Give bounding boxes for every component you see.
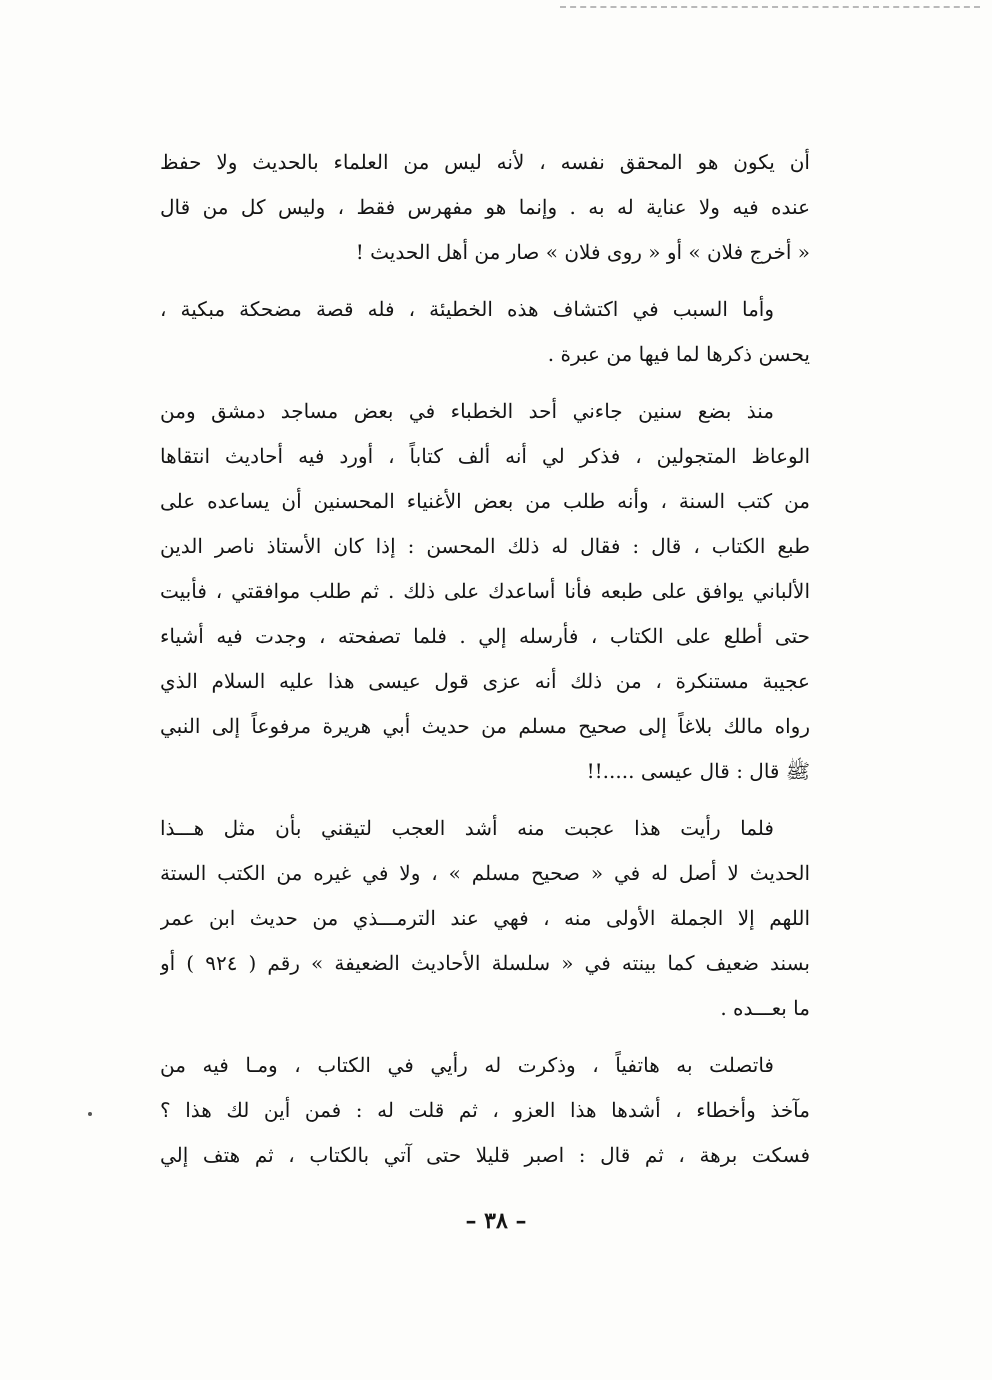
- text-line: عجيبة مستنكرة ، من ذلك أنه عزى قول عيسى هذا عليه السلام الذي: [160, 669, 810, 693]
- text-line: اللهم إلا الجملة الأولى منه ، فهي عند الترمـــذي من حديث ابن عمر: [160, 906, 810, 930]
- text-line: منذ بضع سنين جاءني أحد الخطباء في بعض مساجد دمشق ومن: [160, 399, 774, 423]
- text-line: « أخرج فلان » أو « روى فلان » صار من أهل الحديث !: [355, 240, 810, 264]
- page-number: – ٣٨ –: [465, 1208, 527, 1234]
- text-line: فلما رأيت هذا عجبت منه أشد العجب لتيقني بأن مثل هـــذا: [160, 816, 774, 840]
- text-line: فسكت برهة ، ثم قال : اصبر قليلا حتى آتي بالكتاب ، ثم هتف إلي: [160, 1143, 810, 1167]
- text-line: عنده فيه ولا عناية له به . وإنما هو مفهرس فقط ، وليس كل من قال: [160, 195, 810, 219]
- text-line: من كتب السنة ، وأنه طلب من بعض الأغنياء المحسنين أن يساعده على: [160, 489, 810, 513]
- text-line: أن يكون هو المحقق نفسه ، لأنه ليس من العلماء بالحديث ولا حفظ: [160, 150, 810, 174]
- text-line: الحديث لا أصل له في « صحيح مسلم » ، ولا في غيره من الكتب الستة: [160, 861, 810, 885]
- text-line: حتى أطلع على الكتاب ، فأرسله إلي . فلما تصفحته ، وجدت فيه أشياء: [160, 624, 810, 648]
- text-line: طبع الكتاب ، قال : فقال له ذلك المحسن : إذا كان الأستاذ ناصر الدين: [160, 534, 810, 558]
- text-line: الألباني يوافق على طبعه فأنا أساعدك على ذلك . ثم طلب موافقتي ، فأبيت: [160, 579, 810, 603]
- text-line: الوعاظ المتجولين ، فذكر لي أنه ألف كتاباً ، أورد فيه أحاديث انتقاها: [160, 444, 810, 468]
- scan-speck: [88, 1112, 92, 1116]
- text-line: ما بعـــده .: [720, 996, 810, 1020]
- text-line: مآخذ وأخطاء ، أشدها هذا العزو ، ثم قلت له : فمن أين لك هذا ؟: [160, 1098, 810, 1122]
- body-text: [160, 140, 810, 1178]
- top-edge-rule: [560, 6, 980, 8]
- text-line: وأما السبب في اكتشاف هذه الخطيئة ، فله قصة مضحكة مبكية ،: [160, 297, 774, 321]
- text-line: بسند ضعيف كما بينته في « سلسلة الأحاديث الضعيفة » رقم ( ٩٢٤ ) أو: [160, 951, 810, 975]
- text-line: يحسن ذكرها لما فيها من عبرة .: [547, 342, 810, 366]
- text-line: ﷺ قال : قال عيسى .....!!: [586, 759, 810, 783]
- text-line: رواه مالك بلاغاً إلى صحيح مسلم من حديث أبي هريرة مرفوعاً إلى النبي: [160, 714, 810, 738]
- text-line: فاتصلت به هاتفياً ، وذكرت له رأيي في الكتاب ، ومـا فيه من: [160, 1053, 774, 1077]
